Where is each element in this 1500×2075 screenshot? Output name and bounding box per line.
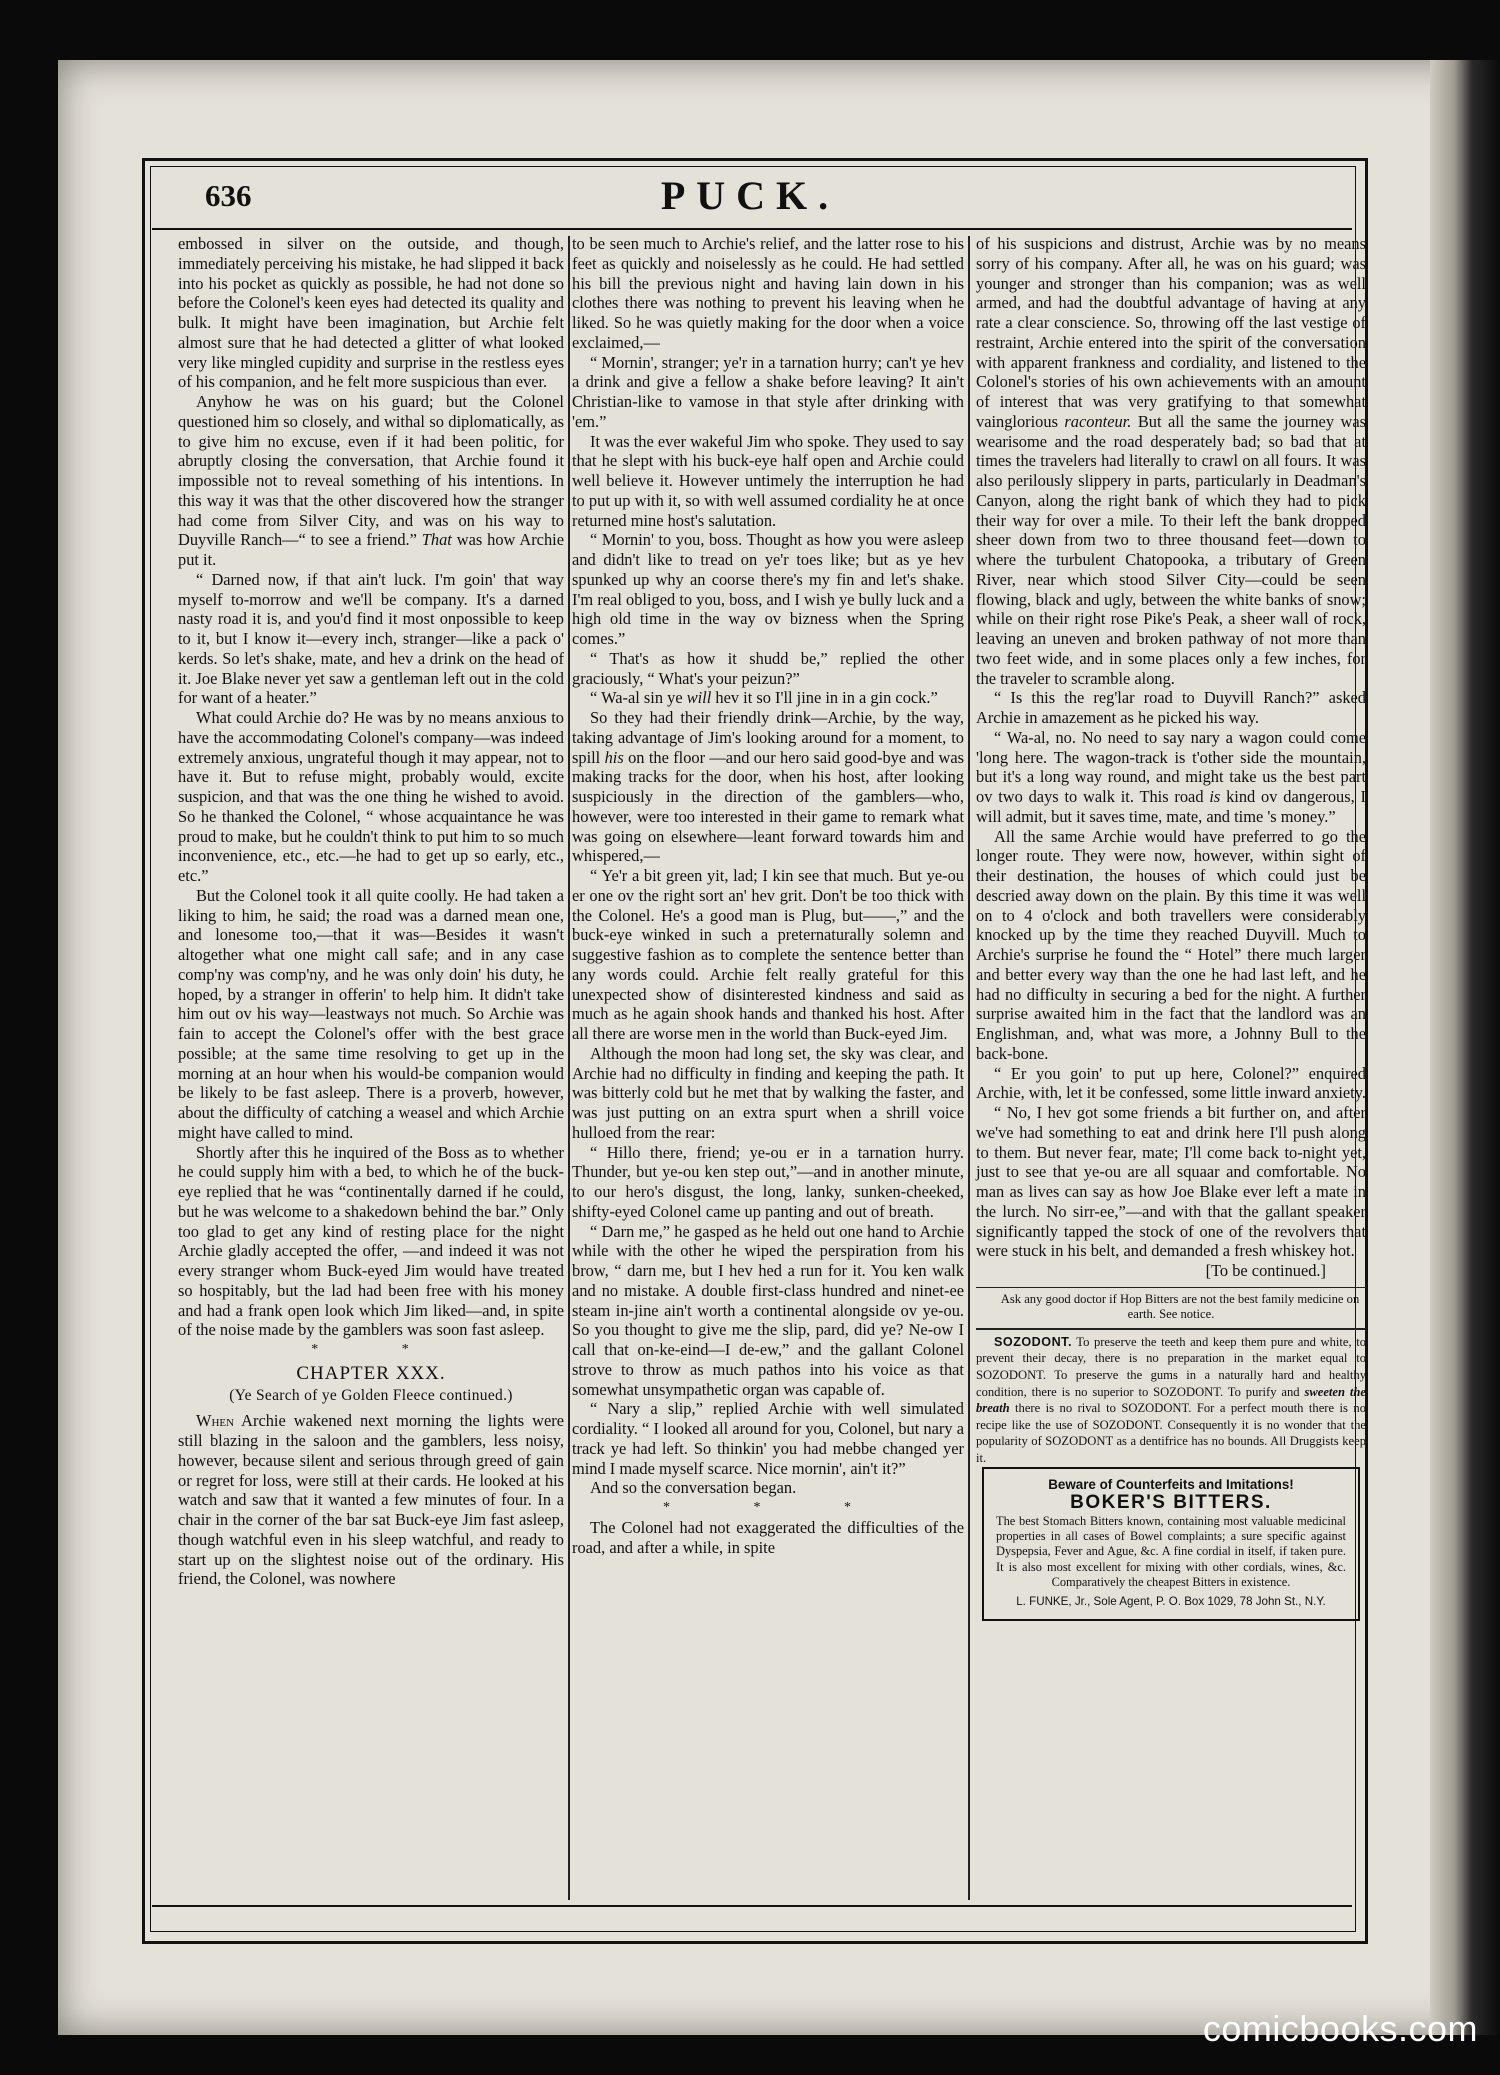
paragraph: “ Darn me,” he gasped as he held out one hand to Archie while with the other he wiped the perspiration from his brow, “ darn me, but I hev hed a run for it. You ken walk and no mistake. A double first-class hundred and ninet-ee steam in-jine ain't worth a continental alongside ov ye-ou. So you thought to give me the slip, pard, did ye? Ne-ow I call that on-ke-eind—I de-ew,” and the gallant Colonel strove to throw as much pathos into his voice as that somewhat unsympathetic organ was capable of. [572, 1221, 964, 1399]
paragraph: “ That's as how it shudd be,” replied the other graciously, “ What's your peizun?” [572, 648, 964, 688]
paragraph: Although the moon had long set, the sky was clear, and Archie had no difficulty in finding and keeping the path. It was bitterly cold but he met that by walking the faster, and was just putting on an extra spurt when a shrill voice hulloed from the rear: [572, 1043, 964, 1142]
advert-rule [976, 1287, 1366, 1289]
paragraph: “ No, I hev got some friends a bit further on, and after we've had something to eat and drink here I'll push along to them. But never fear, mate; I'll come back to-night yet, just to see that ye-ou are all squaar and comfortable. No man as lives can say as how Joe Blake ever left a mate in the lurch. No sirr-ee,”—and with that the gallant speaker significantly tapped the stock of one of the revolvers that were stuck in his belt, and demanded a fresh whiskey hot. [To be continued.] [976, 1103, 1366, 1280]
footer-rule [152, 1905, 1352, 1907]
paragraph: “ Wa-al sin ye will hev it so I'll jine in in a gin cock.” [590, 688, 938, 708]
paragraph: So they had their friendly drink—Archie, by the way, taking advantage of Jim's looking around for a moment, to spill his on the floor —and our hero said good-bye and was making tracks for the door, when his host, after looking suspiciously in the direction of the gamblers—who, however, were too interested in their game to remark what was going on elsewhere—leant forward towards him and whispered,— [572, 708, 964, 866]
paragraph: But the Colonel took it all quite coolly. He had taken a liking to him, he said; the road was a darned mean one, and lonesome too,—that it was—Besides it wasn't altogether what one might call safe; and in any case comp'ny was comp'ny, and he was only doin' his duty, he hoped, by a stranger in offerin' to help him. It didn't take him out ov his way—leastways not much. So Archie was fain to accept the Colonel's offer with the best grace possible; at the same time resolving to get up in the morning at an hour when his would-be companion would be likely to be fast asleep. There is a proverb, however, about the difficulty of catching a weasel and which Archie might have called to mind. [178, 885, 564, 1142]
section-stars: * * [311, 1342, 449, 1357]
paragraph: The Colonel had not exaggerated the difficulties of the road, and after a while, in spite [572, 1517, 964, 1557]
paragraph: to be seen much to Archie's relief, and the latter rose to his feet as quickly and noiselessly as he could. He had settled his bill the previous night and having lain down in his clothes there was nothing to prevent his leaving when he liked. So he was quietly making for the door when a voice exclaimed,— [572, 234, 964, 352]
paragraph: “ Mornin', stranger; ye'r in a tarnation hurry; can't ye hev a drink and give a fellow a shake before leaving? It ain't Christian-like to vamose in that style after drinking with 'em.” [572, 352, 964, 431]
header-rule [152, 228, 1352, 230]
paragraph: Anyhow he was on his guard; but the Colonel questioned him so closely, and withal so diplomatically, as to give him no excuse, even if it had been politic, for abruptly closing the conversation, that Archie found it impossible not to reveal something of his intentions. In this way it was that the other discovered how the stranger had come from Silver City, and was on his way to Duyville Ranch—“ to see a friend.” That was how Archie put it. [178, 392, 564, 569]
paragraph: What could Archie do? He was by no means anxious to have the accommodating Colonel's company—was indeed extremely anxious, ungrateful though it may appear, not to have it. But to refuse might, probably would, excite suspicion, and that was the one thing he wished to avoid. So he thanked the Colonel, “ whose acquaintance he was proud to make, but he couldn't think to put him to so much inconvenience, etc., etc.—he had to get up so early, etc., etc.” [178, 708, 564, 885]
paragraph: “ Darned now, if that ain't luck. I'm goin' that way myself to-morrow and we'll be company. It's a darned nasty road it is, and you'd find it most onpossible to keep to it, but I know it—every inch, stranger—like a pack o' kerds. So let's shake, mate, and hev a drink on the head of it. Joe Blake never yet saw a gentleman left out in the cold for want of a heater.” [178, 569, 564, 708]
chapter-subtitle: (Ye Search of ye Golden Fleece continued.) [229, 1386, 513, 1404]
advert-product-name: BOKER'S BITTERS. [1070, 1491, 1272, 1513]
paragraph: “ Hillo there, friend; ye-ou er in a tarnation hurry. Thunder, but ye-ou ken step out,”—and in another minute, to our hero's disgust, the long, lanky, sunken-cheeked, shifty-eyed Colonel came up panting and out of breath. [572, 1142, 964, 1221]
advert-warning: Beware of Counterfeits and Imitations! [1048, 1476, 1294, 1492]
page-edge-shadow [1430, 60, 1500, 2035]
to-be-continued: [To be continued.] [1205, 1261, 1326, 1280]
column-rule-2 [968, 236, 970, 1900]
paragraph: And so the conversation began. [590, 1478, 797, 1498]
hop-bitters-notice: Ask any good doctor if Hop Bitters are not the best family medicine on earth. See notice. [1000, 1292, 1360, 1322]
paragraph: embossed in silver on the outside, and though, immediately perceiving his mistake, he had slipped it back into his pocket as quickly as possible, he had not done so before the Colonel's keen eyes had detected its quality and bulk. It might have been imagination, but Archie felt almost sure that he had detected a glitter of what looked very like mingled cupidity and surprise in the restless eyes of his companion, and he felt more suspicious than ever. [178, 234, 564, 392]
advert-rule [976, 1328, 1366, 1330]
paragraph: “ Nary a slip,” replied Archie with well simulated cordiality. “ I looked all around for you, Colonel, but nary a track ye had left. So thinkin' you had mebbe changed yer mind I made myself scarce. Nice mornin', ain't it?” [572, 1399, 964, 1478]
paragraph: When Archie wakened next morning the lights were still blazing in the saloon and the gamblers, less noisy, however, because silent and serious through greed of gain or regret for loss, were still at their cards. He looked at his watch and saw that it wanted a few minutes of four. In a chair in the corner of the bar sat Buck-eye Jim fast asleep, though watchful even in his sleep watchful, and ready to start up on the slightest noise out of the ordinary. His friend, the Colonel, was nowhere [178, 1411, 564, 1589]
paragraph: “ Ye'r a bit green yit, lad; I kin see that much. But ye-ou er one ov the right sort an' hev grit. Don't be too thick with the Colonel. He's a good man is Plug, but——,” and the buck-eye winked in such a preternaturally solemn and suggestive fashion as to complete the sentence better than any words could. Archie felt really grateful for this unexpected show of disinterested kindness and said as much as he again shook hands and thanked his host. After all there are worse men in the world than Buck-eyed Jim. [572, 866, 964, 1043]
paragraph: “ Is this the reg'lar road to Duyvill Ranch?” asked Archie in amazement as he picked his way. [976, 688, 1366, 727]
masthead-title: PUCK. [660, 173, 840, 218]
column-1 [178, 234, 564, 1589]
paragraph: “ Mornin' to you, boss. Thought as how you were asleep and didn't like to tread on ye'r toes like; but as ye hev spunked up why an coorse there's my fin and let's shake. I'm real obliged to you, boss, and I wish ye bully luck and a high old time in the way ov bizness when the Spring comes.” [572, 530, 964, 648]
column-rule-1 [568, 236, 570, 1900]
column-2 [572, 234, 964, 1557]
paragraph: It was the ever wakeful Jim who spoke. They used to say that he slept with his buck-eye half open and Archie could well believe it. However untimely the interruption he had to put up with it, so with well assumed cordiality he at once returned mine host's salutation. [572, 431, 964, 530]
paragraph: “ Wa-al, no. No need to say nary a wagon could come 'long here. The wagon-track is t'other side the mountain, but it's a long way round, and might take us the best part ov two days to walk it. This road is kind ov dangerous, I will admit, but it saves time, mate, and time 's money.” [976, 727, 1366, 826]
column-3 [976, 234, 1366, 1621]
bokers-bitters-advert [982, 1467, 1360, 1622]
section-stars: * * * [663, 1500, 891, 1515]
chapter-heading: CHAPTER XXX. [296, 1362, 446, 1384]
paragraph: Shortly after this he inquired of the Boss as to whether he could supply him with a bed, to which he of the buck-eye replied that he was “continentally darned if he could, but he was welcome to a shakedown behind the bar.” Only too glad to get any kind of resting place for the night Archie gladly accepted the offer, —and indeed it was not every stranger whom Buck-eyed Jim would have treated so hospitably, but the lad had been free with his money and had a frank open look which Jim liked—and, in spite of the noise made by the gamblers was soon fast asleep. [178, 1142, 564, 1340]
paragraph: “ Er you goin' to put up here, Colonel?” enquired Archie, with, let it be confessed, some little inward anxiety. [976, 1063, 1366, 1103]
advert-body: The best Stomach Bitters known, containing most valuable medicinal properties in all cases of Bowel complaints; a sure specific against Dyspepsia, Fever and Ague, &c. A fine cordial in itself, if taken pure. It is also most excellent for mixing with other cordials, wines, &c. Comparatively the cheapest Bitters in existence. [996, 1513, 1346, 1589]
paragraph: All the same Archie would have preferred to go the longer route. They were now, however, within sight of their destination, the houses of which could just be descried away down on the plain. By this time it was well on to 4 o'clock and both travellers were considerably knocked up by the time they reached Duyvill. Much to Archie's surprise he found the “ Hotel” there much larger and better every way than the one he had last left, and he had no difficulty in securing a bed for the night. A further surprise awaited him in the fact that the landlord was an Englishman, and, what was more, a Johnny Bull to the back-bone. [976, 826, 1366, 1063]
page-number: 636 [205, 178, 252, 213]
paragraph: of his suspicions and distrust, Archie was by no means sorry of his company. After all, he was on his guard; was younger and stronger than his companion; was as well armed, and had the doubtful advantage of having at any rate a clear conscience. So, throwing off the last vestige of restraint, Archie entered into the spirit of the conversation with apparent frankness and cordiality, and listened to the Colonel's stories of his own achievements with an amount of interest that was very gratifying to that somewhat vainglorious raconteur. But all the same the journey was wearisome and the road desperately bad; so bad that at times the travelers had literally to crawl on all fours. It was also perilously slippery in parts, particularly in Deadman's Canyon, along the right bank of which they had to pick their way for over a mile. To their left the bank dropped sheer down from two to three thousand feet—down to where the turbulent Chatopooka, a tributary of Green River, near which stood Silver City—could be seen flowing, black and ugly, between the white banks of snow; while on their right rose Pike's Peak, a sheer wall of rock, leaving an uneven and broken pathway of not more than two feet wide, and in some places only a few inches, for the traveler to scramble along. [976, 234, 1366, 688]
watermark: comicbooks.com [1202, 2008, 1478, 2049]
sozodont-advert: SOZODONT. To preserve the teeth and keep them pure and white, to prevent their decay, there is no preparation in the market equal to SOZODONT. To preserve the gums in a naturally hard and healthy condition, there is no superior to SOZODONT. To purify and sweeten the breath there is no rival to SOZODONT. For a perfect mouth there is no recipe like the use of SOZODONT. Consequently it is no wonder that the popularity of SOZODONT as a dentifrice has no bounds. All Druggists keep it. [976, 1334, 1366, 1465]
advert-agent: L. FUNKE, Jr., Sole Agent, P. O. Box 1029, 78 John St., N.Y. [1016, 1594, 1326, 1608]
